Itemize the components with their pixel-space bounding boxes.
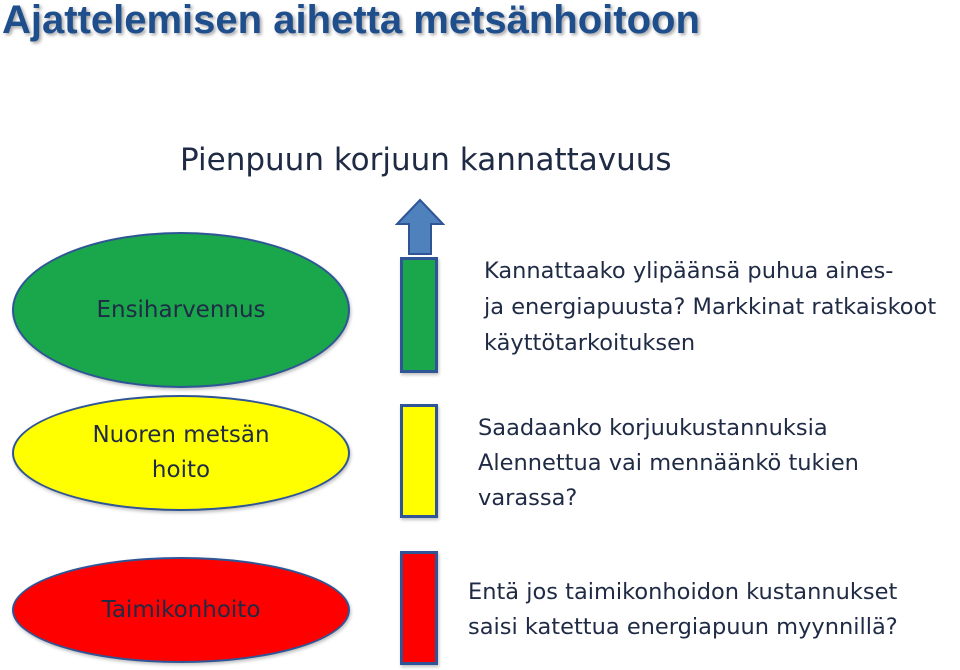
up-arrow-icon <box>395 198 445 256</box>
stage-description-taimikonhoito: Entä jos taimikonhoidon kustannukset saisi katettua energiapuun myynnillä? <box>468 579 898 640</box>
stage-bar-green <box>400 257 438 373</box>
stage-ellipse-nuoren-metsan-hoito <box>12 395 350 511</box>
stage-label: Nuoren metsän hoito <box>92 422 270 483</box>
stage-description-nuoren-metsan-hoito: Saadaanko korjuukustannuksia Alennettua vai mennäänkö tukien varassa? <box>478 415 859 511</box>
stage-ellipse-ensiharvennus <box>12 232 350 388</box>
page-subtitle: Pienpuun korjuun kannattavuus <box>180 142 672 178</box>
stage-description-ensiharvennus: Kannattaako ylipäänsä puhua aines- ja energiapuusta? Markkinat ratkaiskoot käyttötarkoituksen <box>484 258 937 356</box>
stage-bar-red <box>400 551 438 665</box>
page-title: Ajattelemisen aihetta metsänhoitoon <box>2 0 700 42</box>
stage-label: Taimikonhoito <box>101 596 261 623</box>
stage-ellipse-taimikonhoito <box>12 557 350 663</box>
stage-bar-yellow <box>400 404 438 518</box>
stage-label: Ensiharvennus <box>96 296 266 323</box>
